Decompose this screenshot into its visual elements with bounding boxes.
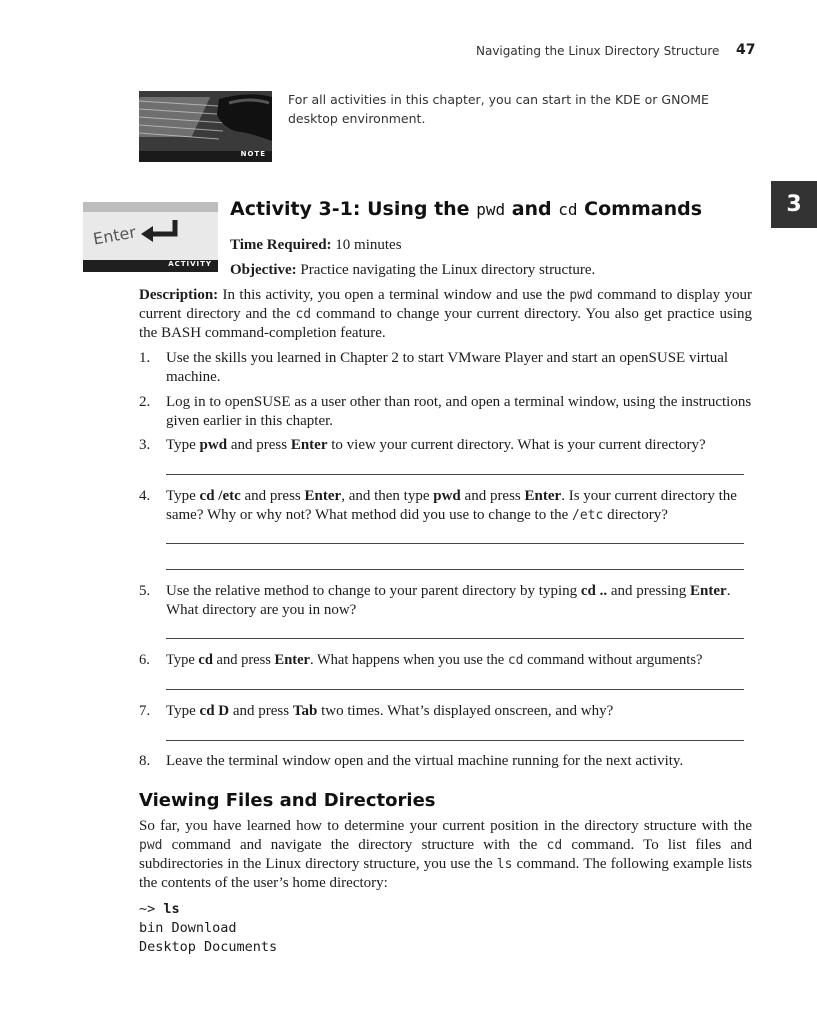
step-6 — [139, 651, 752, 670]
step-5-c: and pressing — [607, 583, 691, 599]
step-4-b2: Enter — [304, 488, 342, 504]
step-4-c: and press — [240, 488, 305, 504]
step-6-b1: cd — [198, 652, 213, 668]
step-2-text: Log in to openSUSE as a user other than root, and open a terminal window, using the instructions given earlier in this chapter. — [166, 394, 752, 429]
step-3-b1: pwd — [199, 437, 228, 453]
section-title: Viewing Files and Directories — [139, 790, 436, 811]
step-5 — [139, 582, 752, 620]
step-3-c: and press — [227, 437, 291, 453]
step-3-d: to view your current directory. What is your current directory? — [327, 437, 706, 453]
section-cmd3: ls — [496, 857, 513, 872]
step-5-b2: Enter — [690, 583, 727, 599]
step-4-b3: pwd — [433, 488, 461, 504]
step-8-text: Leave the terminal window open and the virtual machine running for the next activity. — [166, 753, 684, 769]
step-4-g: directory? — [603, 507, 668, 523]
step-4-e: and press — [460, 488, 525, 504]
activity-label: ACTIVITY — [168, 260, 212, 268]
note-label: NOTE — [240, 150, 266, 158]
description-p3: command to change your current directory. You also get practice using the BASH command-completion feature. — [139, 306, 753, 341]
code-line-1 — [139, 901, 180, 917]
note-image — [139, 91, 272, 162]
answer-line — [166, 638, 744, 639]
section-cmd1: pwd — [139, 838, 163, 853]
description — [139, 286, 752, 343]
step-2 — [139, 393, 752, 431]
step-7-num: 7. — [139, 703, 151, 719]
activity-title-cmd1: pwd — [476, 200, 506, 219]
step-7-b1: cd D — [199, 703, 230, 719]
step-3-b2: Enter — [290, 437, 328, 453]
enter-key-label: Enter — [91, 222, 138, 249]
time-required — [230, 237, 402, 254]
description-label: Description: — [139, 287, 219, 303]
description-cmd1: pwd — [569, 288, 593, 303]
step-4-num: 4. — [139, 488, 151, 504]
step-4-b4: Enter — [524, 488, 562, 504]
section-cmd2: cd — [546, 838, 563, 853]
step-7-c: and press — [229, 703, 293, 719]
objective-value: Practice navigating the Linux directory structure. — [300, 262, 596, 278]
note-text: For all activities in this chapter, you can start in the KDE or GNOME desktop environment. — [288, 92, 709, 126]
step-4 — [139, 487, 752, 525]
answer-line — [166, 569, 744, 570]
objective-label: Objective: — [230, 262, 297, 278]
step-4-d: , and then type — [341, 488, 434, 504]
step-6-m1: cd — [507, 653, 524, 668]
code-line-3: Desktop Documents — [139, 939, 278, 955]
answer-line — [166, 543, 744, 544]
section-p4: command. The following example lists the contents of the user’s home directory: — [139, 856, 753, 891]
step-3 — [139, 436, 752, 455]
step-1 — [139, 349, 752, 387]
running-title: Navigating the Linux Directory Structure — [476, 44, 720, 58]
section-p1: So far, you have learned how to determine your current position in the directory structure with the — [139, 818, 752, 834]
step-4-a: Type — [166, 488, 200, 504]
step-5-a: Use the relative method to change to your parent directory by typing — [166, 583, 581, 599]
answer-line — [166, 689, 744, 690]
activity-title-and: and — [505, 198, 559, 220]
step-7 — [139, 702, 752, 721]
step-6-c: and press — [212, 652, 275, 668]
step-6-b2: Enter — [274, 652, 310, 668]
step-2-num: 2. — [139, 394, 151, 410]
time-label: Time Required: — [230, 237, 332, 253]
step-3-a: Type — [166, 437, 200, 453]
section-p2: command and navigate the directory structure with the — [171, 837, 538, 853]
code-command: ls — [163, 901, 180, 917]
activity-title-prefix: Activity 3-1: Using the — [230, 198, 477, 220]
step-6-e: command without arguments? — [523, 652, 703, 668]
step-6-num: 6. — [139, 652, 150, 668]
step-4-m1: /etc — [572, 508, 604, 523]
step-5-d: . What directory are you in now? — [166, 583, 731, 618]
activity-title — [230, 198, 702, 220]
step-7-a: Type — [166, 703, 200, 719]
step-6-d: . What happens when you use the — [309, 652, 508, 668]
step-1-num: 1. — [139, 350, 151, 366]
code-line-2: bin Download — [139, 920, 237, 936]
activity-image — [83, 202, 218, 272]
chapter-tab: 3 — [771, 181, 817, 228]
section-p3: command. To list files and subdirectories in the Linux directory structure, you use the — [139, 837, 753, 872]
step-7-b2: Tab — [292, 703, 318, 719]
step-5-b1: cd .. — [580, 583, 608, 599]
description-cmd2: cd — [295, 307, 312, 322]
activity-title-suffix: Commands — [577, 198, 703, 220]
answer-line — [166, 474, 744, 475]
answer-line — [166, 740, 744, 741]
objective — [230, 262, 595, 279]
step-4-f: . Is your current directory the same? Why or why not? What method did you use to change to the — [166, 488, 737, 523]
description-p2: command to display your current directory and the — [139, 287, 753, 322]
time-value: 10 minutes — [335, 237, 402, 253]
step-8-num: 8. — [139, 753, 151, 769]
step-4-b1: cd /etc — [199, 488, 241, 504]
step-7-d: two times. What’s displayed onscreen, and why? — [317, 703, 614, 719]
page-number: 47 — [736, 42, 756, 58]
step-1-text: Use the skills you learned in Chapter 2 to start VMware Player and start an openSUSE virtual machine. — [166, 350, 729, 385]
step-8 — [139, 752, 752, 771]
step-3-num: 3. — [139, 437, 151, 453]
code-prompt: ~> — [139, 901, 164, 917]
activity-title-cmd2: cd — [558, 200, 578, 219]
description-p1: In this activity, you open a terminal window and use the — [222, 287, 565, 303]
step-6-a: Type — [166, 652, 199, 668]
section-paragraph — [139, 817, 752, 893]
step-5-num: 5. — [139, 583, 151, 599]
